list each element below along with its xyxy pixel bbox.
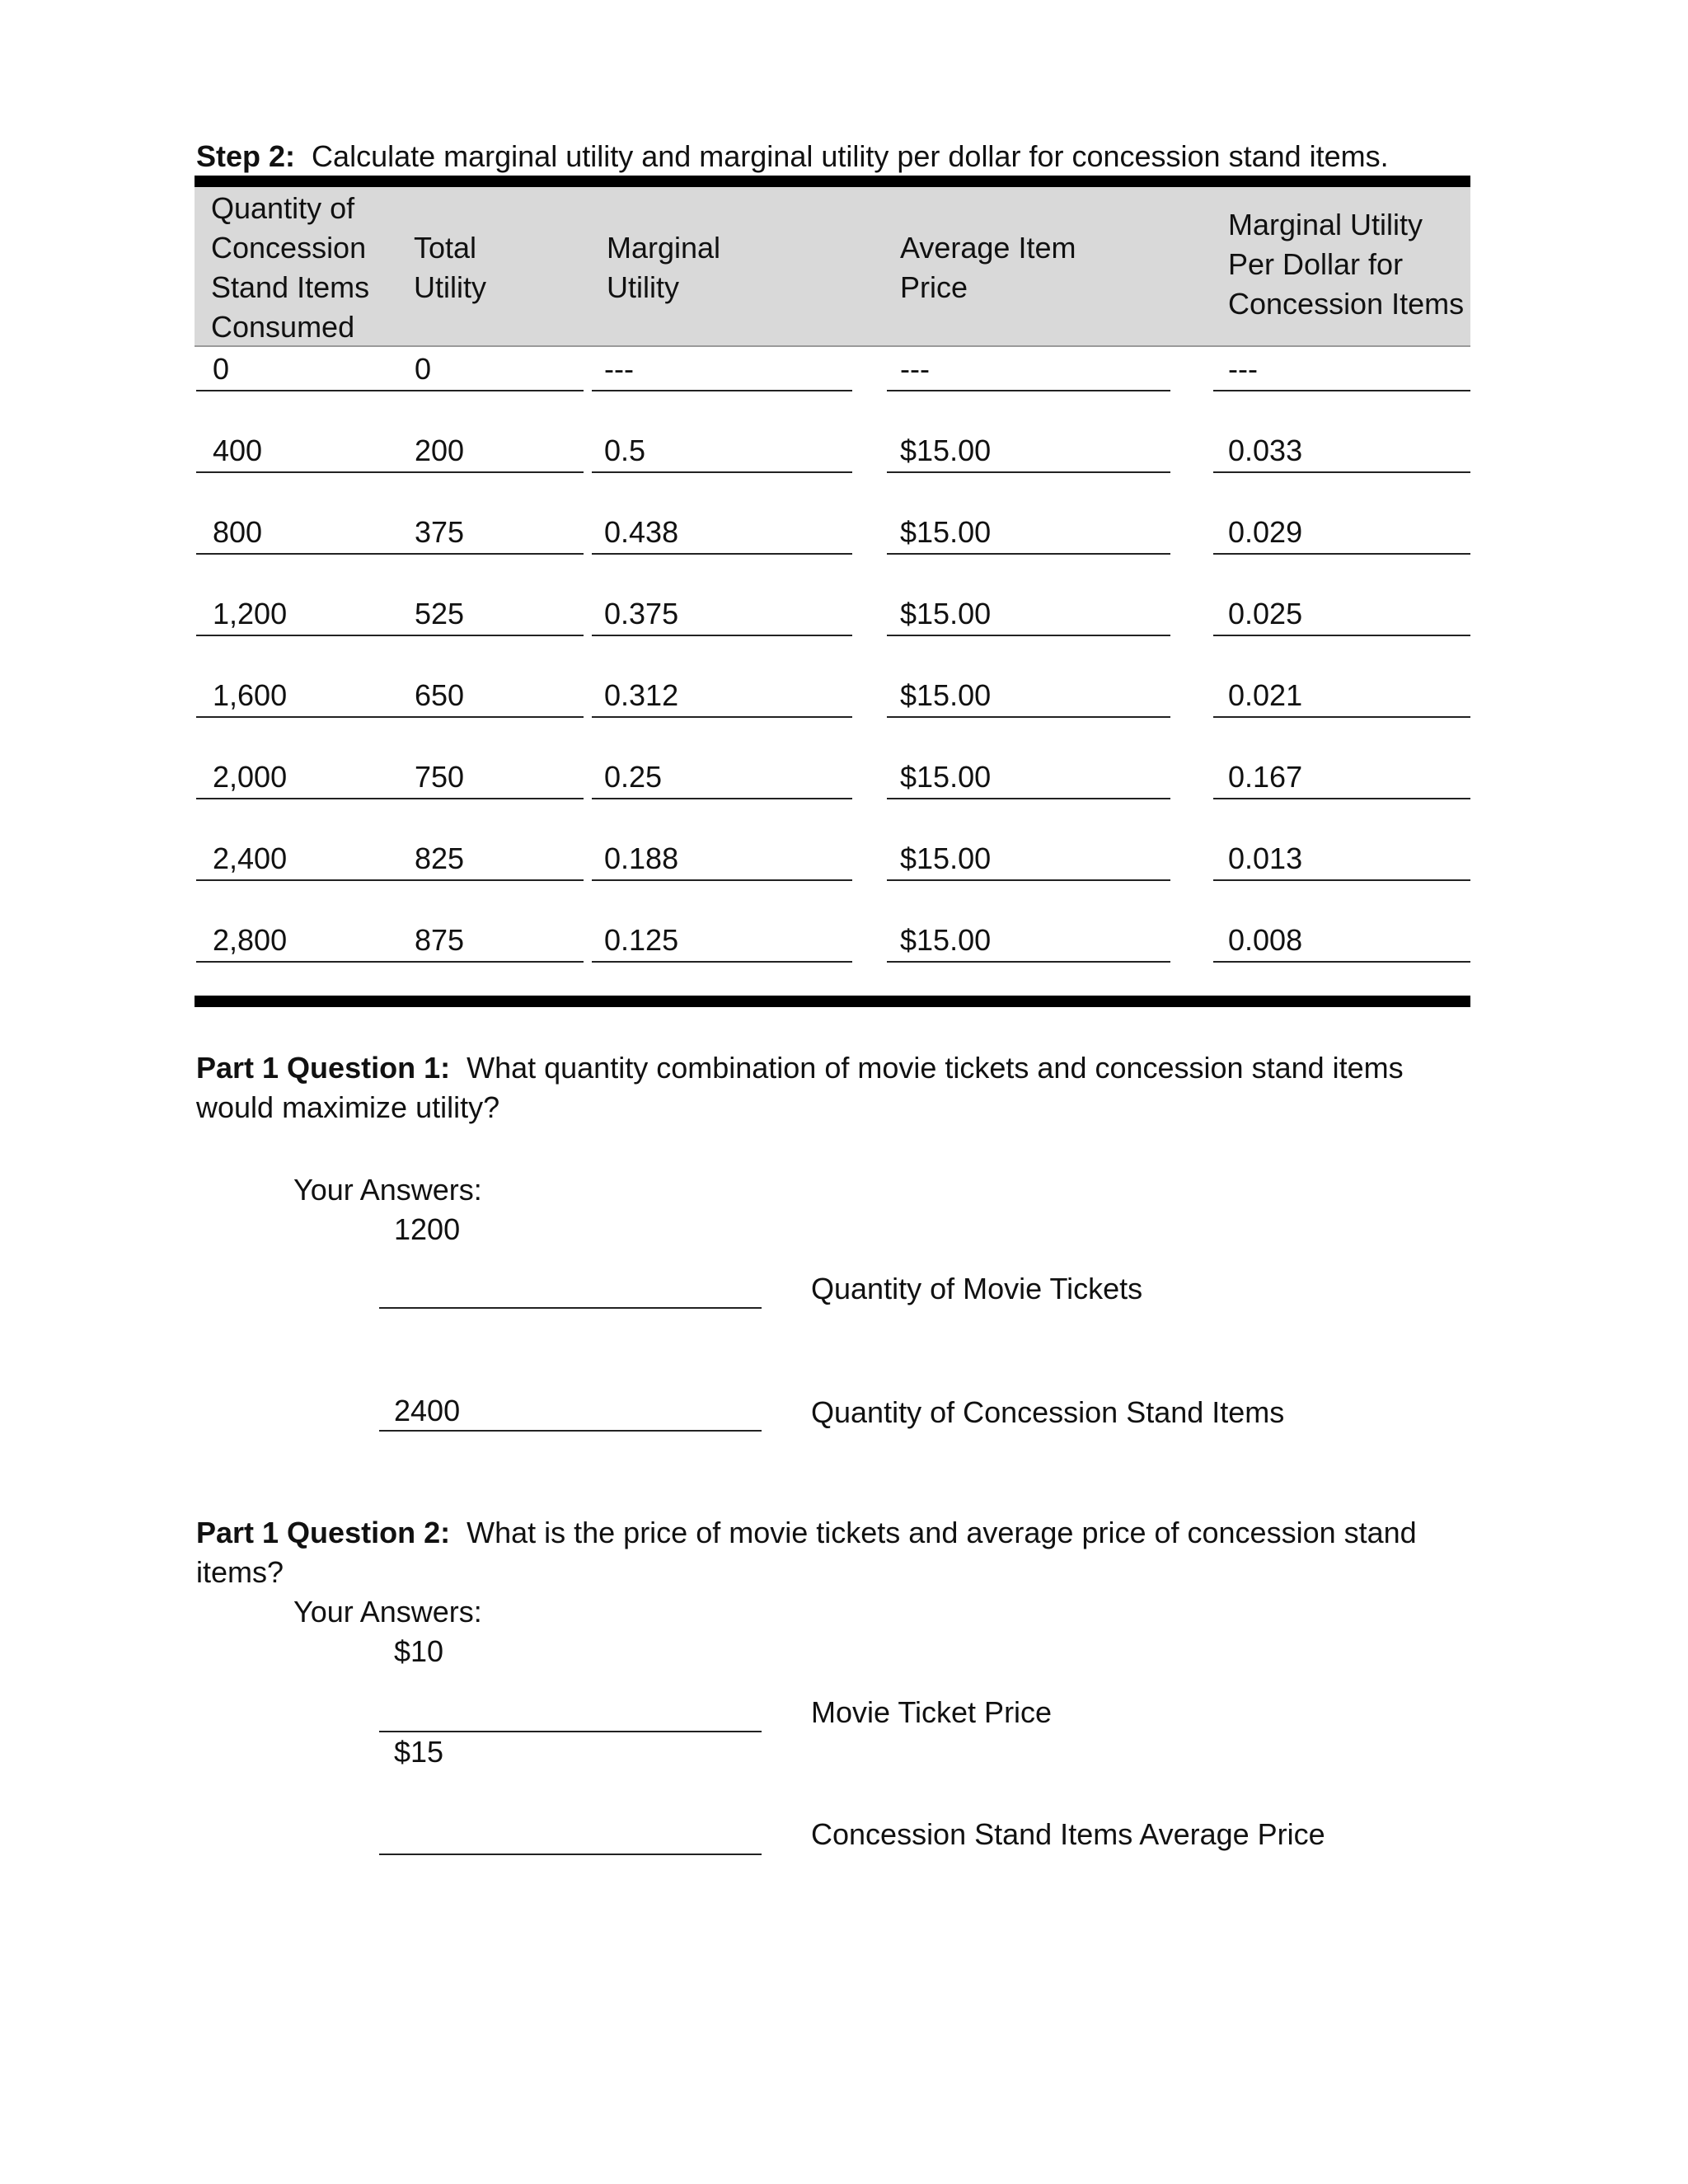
q2-answer-item-price-line xyxy=(379,1854,762,1855)
cell-mu-per-dollar: 0.029 xyxy=(1228,515,1303,549)
cell-marginal-utility: 0.25 xyxy=(604,760,663,794)
cell-average-price: $15.00 xyxy=(900,515,992,549)
cell-underline xyxy=(415,635,584,636)
question-2-text: What is the price of movie tickets and average price of concession stand items? xyxy=(196,1516,1417,1589)
cell-average-price: $15.00 xyxy=(900,923,992,957)
cell-mu-per-dollar: 0.008 xyxy=(1228,923,1303,957)
header-total-utility: Total Utility xyxy=(414,231,486,304)
cell-total-utility: 375 xyxy=(415,515,465,549)
question-2-label: Part 1 Question 2: xyxy=(196,1516,451,1549)
cell-quantity: 800 xyxy=(213,515,263,549)
cell-quantity: 2,400 xyxy=(213,841,288,875)
q1-your-answers: Your Answers: xyxy=(293,1173,482,1207)
cell-total-utility: 875 xyxy=(415,923,465,957)
header-marginal-utility: Marginal Utility xyxy=(607,231,721,304)
cell-mu-per-dollar: 0.033 xyxy=(1228,434,1303,467)
step-heading xyxy=(196,137,1389,176)
cell-total-utility: 750 xyxy=(415,760,465,794)
cell-mu-per-dollar: 0.167 xyxy=(1228,760,1303,794)
cell-underline xyxy=(887,961,1170,963)
q1-answer-items: 2400 xyxy=(394,1394,461,1427)
table-bottom-rule xyxy=(195,996,1470,1007)
header-average-price: Average Item Price xyxy=(900,231,1076,304)
cell-underline xyxy=(415,798,584,799)
question-2 xyxy=(196,1513,1482,1592)
cell-mu-per-dollar: 0.021 xyxy=(1228,678,1303,712)
q2-label-item-price: Concession Stand Items Average Price xyxy=(811,1817,1325,1851)
cell-total-utility: 525 xyxy=(415,597,465,630)
cell-marginal-utility: 0.438 xyxy=(604,515,679,549)
cell-marginal-utility: 0.375 xyxy=(604,597,679,630)
cell-total-utility: 0 xyxy=(415,352,432,386)
cell-average-price: $15.00 xyxy=(900,760,992,794)
cell-quantity: 0 xyxy=(213,352,230,386)
cell-marginal-utility: 0.5 xyxy=(604,434,646,467)
table-top-rule xyxy=(195,176,1470,187)
cell-underline xyxy=(1213,879,1470,881)
cell-underline xyxy=(887,471,1170,473)
header-quantity: Quantity of Concession Stand Items Consumed xyxy=(211,191,370,344)
cell-quantity: 1,200 xyxy=(213,597,288,630)
cell-total-utility: 200 xyxy=(415,434,465,467)
q2-label-ticket-price: Movie Ticket Price xyxy=(811,1695,1053,1729)
cell-average-price: $15.00 xyxy=(900,678,992,712)
cell-underline xyxy=(887,716,1170,718)
cell-marginal-utility: 0.188 xyxy=(604,841,679,875)
cell-mu-per-dollar: 0.013 xyxy=(1228,841,1303,875)
cell-underline xyxy=(415,879,584,881)
q2-your-answers: Your Answers: xyxy=(293,1595,482,1629)
q1-answer-tickets: 1200 xyxy=(394,1212,461,1246)
question-1 xyxy=(196,1048,1482,1127)
cell-underline xyxy=(887,553,1170,555)
cell-underline xyxy=(592,798,852,799)
step-label: Step 2: xyxy=(196,139,296,173)
cell-underline xyxy=(1213,390,1470,391)
cell-underline xyxy=(1213,635,1470,636)
cell-underline xyxy=(1213,471,1470,473)
cell-underline xyxy=(592,961,852,963)
cell-underline xyxy=(415,716,584,718)
cell-underline xyxy=(415,961,584,963)
cell-underline xyxy=(592,635,852,636)
cell-average-price: $15.00 xyxy=(900,841,992,875)
cell-underline xyxy=(1213,798,1470,799)
step-instruction: Calculate marginal utility and marginal utility per dollar for concession stand items. xyxy=(312,139,1389,173)
cell-average-price: --- xyxy=(900,352,930,386)
cell-underline xyxy=(1213,716,1470,718)
q2-answer-item-price: $15 xyxy=(394,1735,444,1769)
cell-underline xyxy=(415,390,584,391)
cell-underline xyxy=(887,635,1170,636)
cell-underline xyxy=(887,879,1170,881)
cell-marginal-utility: 0.125 xyxy=(604,923,679,957)
cell-quantity: 2,800 xyxy=(213,923,288,957)
q1-label-tickets: Quantity of Movie Tickets xyxy=(811,1272,1143,1305)
cell-quantity: 1,600 xyxy=(213,678,288,712)
cell-average-price: $15.00 xyxy=(900,597,992,630)
q1-label-items: Quantity of Concession Stand Items xyxy=(811,1395,1285,1429)
cell-underline xyxy=(592,390,852,391)
cell-mu-per-dollar: --- xyxy=(1228,352,1258,386)
question-1-text: What quantity combination of movie tickets and concession stand items would maximize utility? xyxy=(196,1051,1404,1124)
cell-total-utility: 650 xyxy=(415,678,465,712)
header-mu-per-dollar: Marginal Utility Per Dollar for Concession Items xyxy=(1228,208,1465,321)
cell-underline xyxy=(1213,961,1470,963)
cell-quantity: 400 xyxy=(213,434,263,467)
cell-marginal-utility: --- xyxy=(604,352,634,386)
cell-underline xyxy=(887,798,1170,799)
q2-answer-ticket-price: $10 xyxy=(394,1634,444,1668)
cell-underline xyxy=(1213,553,1470,555)
cell-underline xyxy=(592,879,852,881)
cell-underline xyxy=(415,471,584,473)
q1-answer-tickets-line xyxy=(379,1307,762,1309)
cell-underline xyxy=(415,553,584,555)
cell-mu-per-dollar: 0.025 xyxy=(1228,597,1303,630)
cell-underline xyxy=(887,390,1170,391)
cell-marginal-utility: 0.312 xyxy=(604,678,679,712)
cell-total-utility: 825 xyxy=(415,841,465,875)
q1-answer-items-line xyxy=(379,1430,762,1432)
question-1-label: Part 1 Question 1: xyxy=(196,1051,451,1085)
cell-average-price: $15.00 xyxy=(900,434,992,467)
table-header xyxy=(195,187,1470,347)
cell-underline xyxy=(592,716,852,718)
cell-underline xyxy=(592,553,852,555)
cell-quantity: 2,000 xyxy=(213,760,288,794)
cell-underline xyxy=(592,471,852,473)
